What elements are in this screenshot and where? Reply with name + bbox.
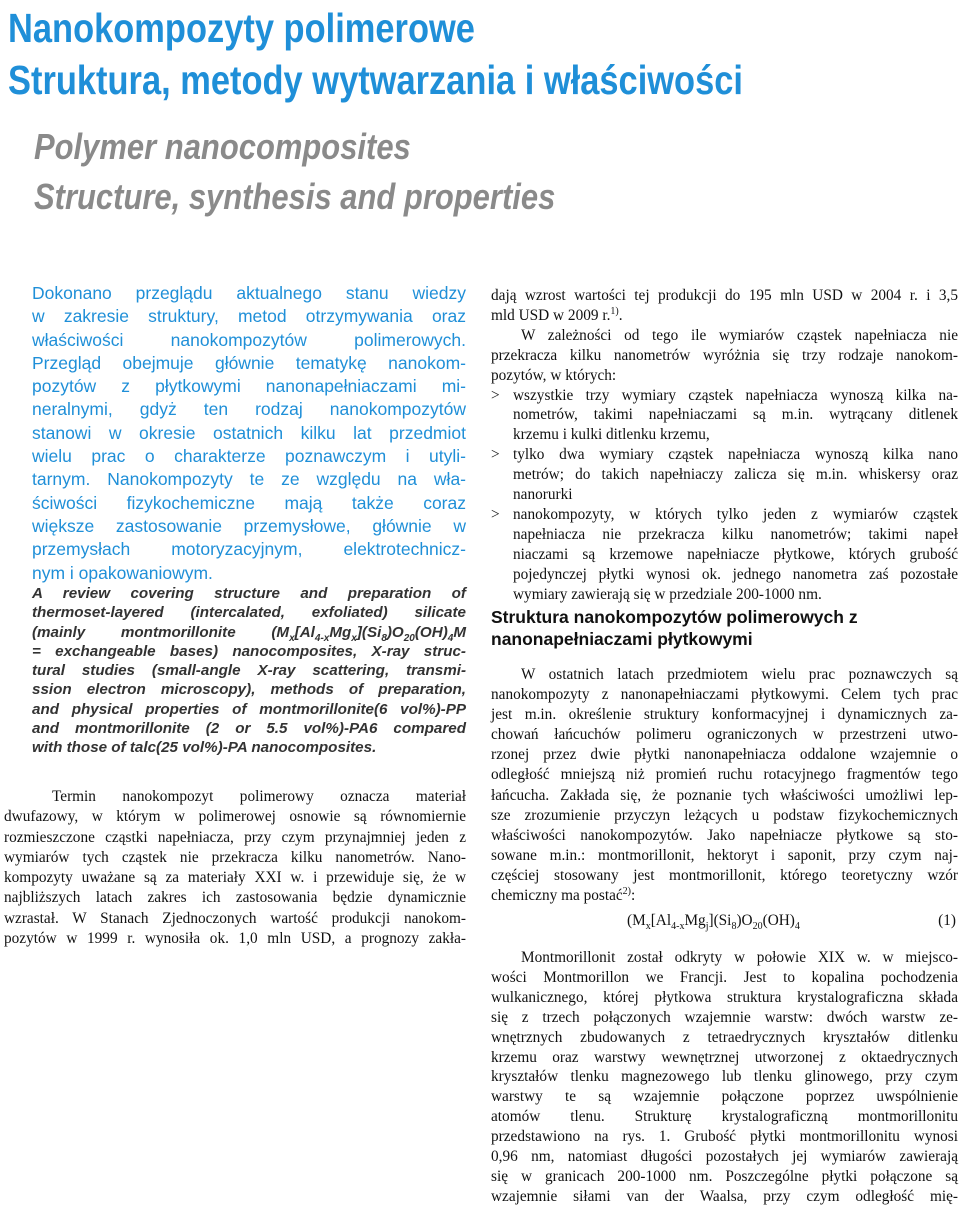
- list-item-line: pojedynczej płytki wynosi ok. jednego nanometra zaś pozostałe: [513, 565, 958, 583]
- body-line: warstwy te są wzajemnie połączone poprzez uwspólnienie: [491, 1088, 958, 1106]
- body-line: W zależności od tego ile wymiarów cząstek napełniacza nie: [521, 326, 958, 344]
- body-line: sowane m.in.: montmorillonit, hektoryt i saponit, przy czym naj-: [491, 846, 958, 864]
- body-line: chowań łańcuchów polimeru ograniczonych w przestrzeni utwo-: [491, 726, 958, 744]
- list-item-line: niaczami są krzemowe napełniacze płytkowe, których grubość: [513, 545, 958, 563]
- citation-ref: 2): [622, 885, 632, 897]
- body-line: pozytów w 1999 r. wynosiła ok. 1,0 mln USD, a prognozy zakła-: [4, 930, 466, 948]
- abstract-en-line: ssion electron microscopy), methods of preparation,: [32, 681, 466, 699]
- abstract-pl-line: nym i opakowaniowym.: [32, 562, 213, 583]
- abstract-pl-line: Dokonano przeglądu aktualnego stanu wiedzy: [32, 283, 466, 303]
- abstract-polish: [32, 282, 466, 585]
- list-item: > wszystkie trzy wymiary cząstek napełniacza wynoszą kilka na-: [491, 386, 958, 404]
- list-item-line: krzemu i kulki ditlenku krzemu,: [513, 426, 710, 444]
- page-title: Nanokompozyty polimerowe: [8, 5, 475, 51]
- formula-expression: ($M_x[Al_{4-x}Mg_j](Si_8)O_{20}(OH)_4$: [627, 912, 800, 933]
- body-line: Termin nanokompozyt polimerowy oznacza materiał: [52, 788, 466, 805]
- abstract-pl-line: w zakresie struktury, metod otrzymywania oraz: [32, 306, 466, 327]
- bullet-marker: >: [491, 446, 500, 464]
- body-line: Montmorillonit został odkryty w połowie XIX w. w miejsco-: [521, 949, 958, 966]
- abstract-en-line: with those of talc(25 vol%)-PA nanocomposites.: [32, 739, 377, 757]
- list-item-line: wymiary zawierają się w przedziale 200-1000 nm.: [513, 585, 822, 603]
- body-line: chemiczny ma postać$^{2)}$:: [491, 885, 636, 905]
- abstract-pl-line: wielu prac o charakterze poznawczym i utyli-: [32, 446, 466, 467]
- body-line: dwufazowy, w którym w polimerowej osnowie są równomiernie: [4, 808, 466, 826]
- body-line: wulkanicznego, której płytkowa struktura krystalograficzna składa: [491, 988, 958, 1006]
- list-item-line: nanorurki: [513, 486, 573, 504]
- abstract-pl-line: stanowi w okresie ostatnich kilku lat przedmiot: [32, 422, 466, 443]
- body-line: nanokompozyty z nanonapełniaczami płytkowymi. Celem tych prac: [491, 686, 958, 704]
- body-line: rzonej przez dwie płytki nanonapełniacza oddalone wzajemnie o: [491, 746, 958, 764]
- body-line: właściwości nanokompozytów. Jako napełniacze płytkowe są sto-: [491, 826, 958, 844]
- equation-number: (1): [938, 912, 956, 929]
- abstract-pl-line: przemysłach motoryzacyjnym, elektrotechnicz-: [32, 539, 466, 560]
- abstract-en-line: and physical properties of montmorillonite(6 vol%)-PP: [32, 700, 466, 718]
- body-line: kompozyty uważane są za materiały XXI w. i przewiduje się, że w: [4, 869, 466, 887]
- body-line: przedstawiono na rys. 1. Grubość płytki montmorillonitu wynosi: [491, 1128, 958, 1146]
- body-line: dają wzrost wartości tej produkcji do 195 mln USD w 2004 r. i 3,5: [491, 287, 958, 304]
- abstract-pl-line: ściwości fizykochemiczne mają także coraz: [32, 492, 466, 513]
- abstract-en-line: thermoset-layered (intercalated, exfoliated) silicate: [32, 604, 466, 622]
- english-title: Polymer nanocomposites: [34, 126, 411, 167]
- bullet-marker: >: [491, 505, 500, 523]
- page-title-line-2: Struktura, metody wytwarzania i właściwości: [8, 57, 743, 103]
- body-line: najbliższych latach zakres ich zastosowania będzie dynamicznie: [4, 889, 466, 907]
- abstract-pl-line: neralnymi, gdyż ten rodzaj nanokompozytów: [32, 399, 466, 420]
- right-column-intro: [491, 286, 958, 605]
- body-line: pozytów, w których:: [491, 366, 617, 384]
- section-heading: Struktura nanokompozytów polimerowych z nanonapełniaczami płytkowymi: [491, 607, 858, 649]
- abstract-en-line: and montmorillonite (2 or 5.5 vol%)-PA6 compared: [32, 720, 466, 738]
- section-paragraph: [491, 665, 958, 906]
- body-line: krzemu oraz warstwy wewnętrznej utworzonej z oktaedrycznych: [491, 1048, 958, 1066]
- abstract-en-formula-line: (mainly montmorillonite ($M_x[Al_{4-x}Mg_x](Si_8)O_{20}(OH)_4M$: [32, 623, 466, 644]
- body-line: atomów tlenu. Strukturę krystalograficzną montmorillonitu: [491, 1108, 958, 1126]
- montmorillonite-paragraph: [491, 948, 958, 1207]
- body-line: przekracza kilku nanometrów wyróżnia się trzy rodzaje nanokom-: [491, 346, 958, 364]
- body-line: odległość mniejszą niż promień ruchu rotacyjnego fragmentów tego: [491, 766, 958, 784]
- body-line: 0,96 nm, natomiast długości pozostałych jej wymiarów zawierają: [491, 1148, 958, 1166]
- body-line: wzrastał. W Stanach Zjednoczonych wartość produkcji nanokom-: [4, 909, 466, 927]
- intro-paragraph: [4, 787, 466, 949]
- list-item-line: nometrów, takimi napełniaczami są m.in. wytrącany ditlenek: [513, 406, 958, 424]
- body-line: wzajemnie siłami van der Waalsa, przy czym odległość mię-: [491, 1187, 958, 1205]
- abstract-pl-line: Przegląd obejmuje głównie tematykę nanokom-: [32, 352, 466, 373]
- abstract-en-line: tural studies (small-angle X-ray scattering, transmi-: [32, 662, 466, 680]
- body-line: się z trzech połączonych wzajemnie warstw: dwóch warstw ze-: [491, 1008, 958, 1026]
- body-line: W ostatnich latach przedmiotem wielu prac poznawczych są: [521, 666, 958, 683]
- abstract-en-line: A review covering structure and preparation of: [32, 585, 466, 602]
- abstract-english: [32, 584, 466, 758]
- list-item-line: napełniacza nie przekracza kilku nanometrów; takimi napeł: [513, 525, 958, 543]
- body-line: mld USD w 2009 r.$^{1)}$.: [491, 305, 623, 324]
- body-line: częściej stosowany jest montmorillonit, którego teoretyczny wzór: [491, 866, 958, 884]
- list-item: > tylko dwa wymiary cząstek napełniacza wynoszą kilka nano: [491, 446, 958, 464]
- body-line: sze zrozumienie przyczyn leżących u podstaw fizykochemicznych: [491, 806, 958, 824]
- bullet-marker: >: [491, 386, 500, 404]
- abstract-pl-line: właściwości nanokompozytów polimerowych.: [32, 329, 466, 350]
- english-title-line-2: Structure, synthesis and properties: [34, 176, 556, 217]
- list-item-line: metrów; do takich napełniaczy zalicza się m.in. whiskersy oraz: [513, 466, 958, 484]
- body-line: wości Montmorillon we Francji. Jest to kopalina pochodzenia: [491, 968, 958, 986]
- citation-ref: 1): [610, 305, 619, 317]
- abstract-en-line: = exchangeable bases) nanocomposites, X-ray struc-: [32, 642, 466, 660]
- abstract-pl-line: większe zastosowanie przemysłowe, głównie w: [32, 515, 466, 536]
- body-line: jest m.in. określenie struktury konformacyjnej i dynamicznych za-: [491, 706, 958, 724]
- body-line: rozmieszczone cząstki napełniacza, przy czym przynajmniej jeden z: [4, 828, 466, 846]
- list-item: > nanokompozyty, w których tylko jeden z wymiarów cząstek: [491, 505, 958, 523]
- body-line: się w granicach 200-1000 nm. Poszczególne płytki połączone są: [491, 1167, 958, 1185]
- abstract-pl-line: pozytów z płytkowymi nanonapełniaczami mi-: [32, 376, 466, 397]
- body-line: wnętrznych zbudowanych z tetraedrycznych kryształów ditlenku: [491, 1028, 958, 1046]
- body-line: wymiarów tych cząstek nie przekracza kilku nanometrów. Nano-: [4, 848, 466, 866]
- abstract-pl-line: tarnym. Nanokompozyty te ze względu na wła-: [32, 469, 466, 490]
- body-line: łańcucha. Zakłada się, że poznanie tych właściwości umożliwi lep-: [491, 786, 958, 804]
- body-line: kryształów tlenku magnezowego lub tlenku glinowego, przy czym: [491, 1068, 958, 1086]
